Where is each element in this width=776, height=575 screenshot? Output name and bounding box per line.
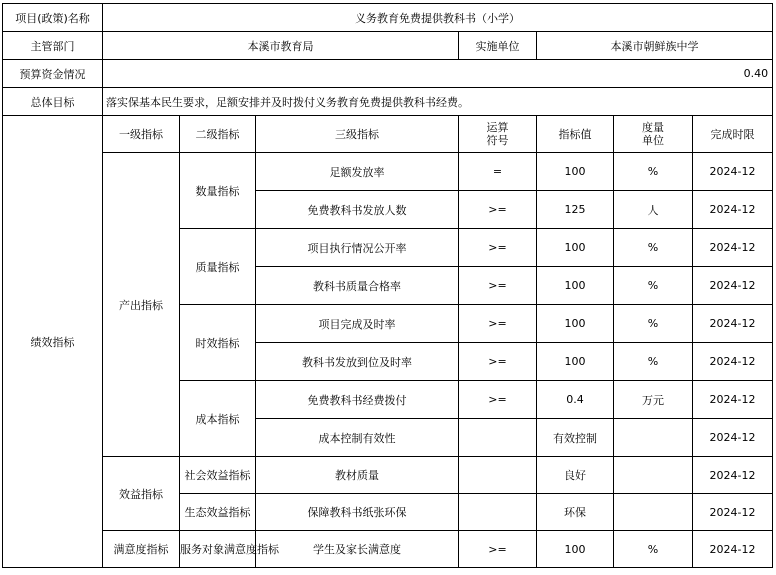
indicators-section-label: 绩效指标 [3,116,103,568]
indicator-deadline: 2024-12 [693,229,773,267]
indicator-deadline: 2024-12 [693,381,773,419]
indicator-value: 100 [537,531,614,568]
indicator-deadline: 2024-12 [693,457,773,494]
col-header-l2: 二级指标 [180,116,256,153]
indicator-value: 有效控制 [537,419,614,457]
impl-label: 实施单位 [459,32,537,60]
indicator-deadline: 2024-12 [693,419,773,457]
col-header-l3: 三级指标 [256,116,459,153]
l2-timeliness: 时效指标 [180,305,256,381]
indicator-unit: % [614,153,693,191]
indicator-value: 100 [537,305,614,343]
indicator-op: >= [459,191,537,229]
indicator-name: 免费教科书经费拨付 [256,381,459,419]
indicator-op: >= [459,305,537,343]
indicator-name: 教科书发放到位及时率 [256,343,459,381]
indicator-unit: 万元 [614,381,693,419]
l1-satisfaction: 满意度指标 [103,531,180,568]
indicator-value: 0.4 [537,381,614,419]
performance-table [2,3,773,568]
indicator-name: 教材质量 [256,457,459,494]
indicator-deadline: 2024-12 [693,343,773,381]
l2-cost: 成本指标 [180,381,256,457]
l1-benefit: 效益指标 [103,457,180,531]
indicator-op [459,419,537,457]
indicator-deadline: 2024-12 [693,494,773,531]
indicator-op: >= [459,343,537,381]
indicator-op: >= [459,531,537,568]
col-header-value: 指标值 [537,116,614,153]
goal-text: 落实保基本民生要求，足额安排并及时拨付义务教育免费提供教科书经费。 [103,88,773,116]
budget-value: 0.40 [103,60,773,88]
indicator-name: 成本控制有效性 [256,419,459,457]
indicator-value: 100 [537,153,614,191]
indicator-op [459,494,537,531]
indicator-op: >= [459,229,537,267]
indicator-unit [614,494,693,531]
indicator-unit: % [614,267,693,305]
indicator-op [459,457,537,494]
project-name: 义务教育免费提供教科书（小学） [103,4,773,32]
indicator-op: = [459,153,537,191]
indicator-name: 教科书质量合格率 [256,267,459,305]
indicator-unit [614,419,693,457]
indicator-name: 免费教科书发放人数 [256,191,459,229]
indicator-value: 环保 [537,494,614,531]
indicator-name: 保障教科书纸张环保 [256,494,459,531]
indicator-value: 125 [537,191,614,229]
col-header-l1: 一级指标 [103,116,180,153]
dept-label: 主管部门 [3,32,103,60]
budget-label: 预算资金情况 [3,60,103,88]
indicator-value: 100 [537,343,614,381]
indicator-unit: % [614,305,693,343]
indicator-name: 项目完成及时率 [256,305,459,343]
l2-quality: 质量指标 [180,229,256,305]
indicator-unit [614,457,693,494]
l2-service: 服务对象满意度指标 [180,531,256,568]
col-header-unit: 度量 单位 [614,116,693,153]
indicator-unit: % [614,531,693,568]
indicator-name: 项目执行情况公开率 [256,229,459,267]
indicator-name: 学生及家长满意度 [256,531,459,568]
l2-social: 社会效益指标 [180,457,256,494]
l2-quantity: 数量指标 [180,153,256,229]
l1-output: 产出指标 [103,153,180,457]
indicator-op: >= [459,381,537,419]
indicator-deadline: 2024-12 [693,531,773,568]
indicator-value: 100 [537,267,614,305]
indicator-value: 100 [537,229,614,267]
indicator-op: >= [459,267,537,305]
indicator-deadline: 2024-12 [693,191,773,229]
indicator-deadline: 2024-12 [693,153,773,191]
indicator-unit: % [614,343,693,381]
indicator-deadline: 2024-12 [693,267,773,305]
dept: 本溪市教育局 [103,32,459,60]
indicator-unit: 人 [614,191,693,229]
indicator-deadline: 2024-12 [693,305,773,343]
col-header-op: 运算 符号 [459,116,537,153]
indicator-unit: % [614,229,693,267]
l2-eco: 生态效益指标 [180,494,256,531]
indicator-value: 良好 [537,457,614,494]
col-header-deadline: 完成时限 [693,116,773,153]
indicator-name: 足额发放率 [256,153,459,191]
project-name-label: 项目(政策)名称 [3,4,103,32]
impl: 本溪市朝鲜族中学 [537,32,773,60]
goal-label: 总体目标 [3,88,103,116]
